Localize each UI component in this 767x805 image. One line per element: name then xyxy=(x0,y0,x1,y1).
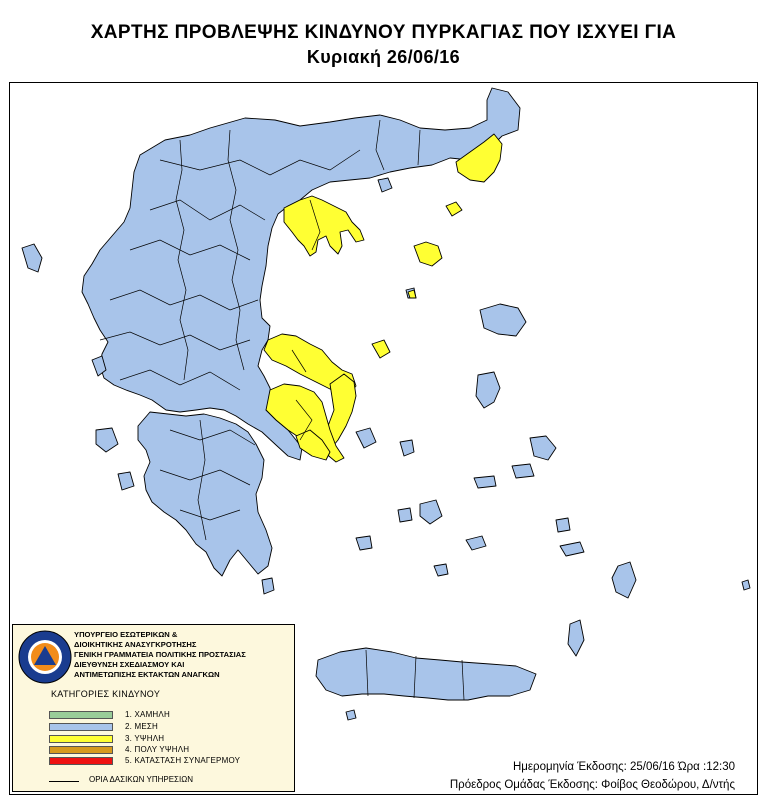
samos-island xyxy=(512,464,534,478)
issuing-chair: Πρόεδρος Ομάδας Έκδοσης: Φοίβος Θεοδώρου, Δ/ντής xyxy=(449,779,735,791)
gavdos-island xyxy=(346,710,356,720)
legend-category-medium xyxy=(49,723,289,733)
swatch-very-high xyxy=(49,746,113,754)
issue-date: Ημερομηνία Έκδοσης: 25/06/16 Ώρα :12:30 xyxy=(513,761,735,773)
ministry-line: ΔΙΟΙΚΗΤΙΚΗΣ ΑΝΑΣΥΓΚΡΟΤΗΣΗΣ xyxy=(74,640,197,649)
civil-protection-emblem xyxy=(17,629,73,685)
swatch-high xyxy=(49,735,113,743)
swatch-low xyxy=(49,711,113,719)
tinos-island xyxy=(400,440,414,456)
thasos-island xyxy=(446,202,462,216)
kos-island xyxy=(560,542,584,556)
corfu-island xyxy=(22,244,42,272)
samothraki-island xyxy=(378,178,392,192)
forecast-date: Κυριακή 26/06/16 xyxy=(306,47,461,67)
santorini-island xyxy=(434,564,448,576)
naxos-island xyxy=(420,500,442,524)
peloponnese xyxy=(138,412,272,576)
swatch-alarm xyxy=(49,757,113,765)
chalkidiki-region xyxy=(284,196,364,256)
paros-island xyxy=(398,508,412,522)
chios-island xyxy=(530,436,556,460)
sporades-islands xyxy=(372,340,390,358)
ministry-line: ΔΙΕΥΘΥΝΣΗ ΣΧΕΔΙΑΣΜΟΥ ΚΑΙ xyxy=(74,660,185,669)
boundaries-label: ΟΡΙΑ ΔΑΣΙΚΩΝ ΥΠΗΡΕΣΙΩΝ xyxy=(89,775,193,784)
legend-category-alarm xyxy=(49,757,289,767)
map-title: ΧΑΡΤΗΣ ΠΡΟΒΛΕΨΗΣ ΚΙΝΔΥΝΟΥ ΠΥΡΚΑΓΙΑΣ ΠΟΥ ΙΣΧΥΕΙ ΓΙΑ xyxy=(90,22,677,43)
lemnos-north-island xyxy=(414,242,442,266)
karpathos-island xyxy=(568,620,584,656)
legend-category-high xyxy=(49,735,289,745)
kastellorizo-island xyxy=(742,580,750,590)
milos-island xyxy=(356,536,372,550)
ministry-line: ΑΝΤΙΜΕΤΩΠΙΣΗΣ ΕΚΤΑΚΤΩΝ ΑΝΑΓΚΩΝ xyxy=(74,670,220,679)
crete xyxy=(316,648,536,700)
legend-title: ΚΑΤΗΓΟΡΙΕΣ ΚΙΝΔΥΝΟΥ xyxy=(51,689,161,699)
category-label: 5. ΚΑΤΑΣΤΑΣΗ ΣΥΝΑΓΕΡΜΟΥ xyxy=(125,756,241,765)
kalymnos-island xyxy=(556,518,570,532)
category-label: 2. ΜΕΣΗ xyxy=(125,722,159,731)
amorgos-island xyxy=(466,536,486,550)
ministry-line: ΓΕΝΙΚΗ ΓΡΑΜΜΑΤΕΙΑ ΠΟΛΙΤΙΚΗΣ ΠΡΟΣΤΑΣΙΑΣ xyxy=(74,650,246,659)
lemnos-island xyxy=(480,304,526,336)
legend-panel xyxy=(12,624,295,792)
swatch-medium xyxy=(49,723,113,731)
zakynthos-island xyxy=(118,472,134,490)
ministry-line: ΥΠΟΥΡΓΕΙΟ ΕΣΩΤΕΡΙΚΩΝ & xyxy=(74,630,178,639)
legend-category-low xyxy=(49,711,289,721)
category-label: 4. ΠΟΛΥ ΥΨΗΛΗ xyxy=(125,745,190,754)
category-label: 3. ΥΨΗΛΗ xyxy=(125,734,165,743)
ministry-text xyxy=(74,630,294,680)
category-label: 1. ΧΑΜΗΛΗ xyxy=(125,710,170,719)
kythira-island xyxy=(262,578,274,594)
kefalonia-island xyxy=(96,428,118,452)
andros-island xyxy=(356,428,376,448)
legend-category-very-high xyxy=(49,746,289,756)
ikaria-island xyxy=(474,476,496,488)
boundary-line-sample xyxy=(49,781,79,782)
lesvos-island xyxy=(476,372,500,408)
rhodes-island xyxy=(612,562,636,598)
